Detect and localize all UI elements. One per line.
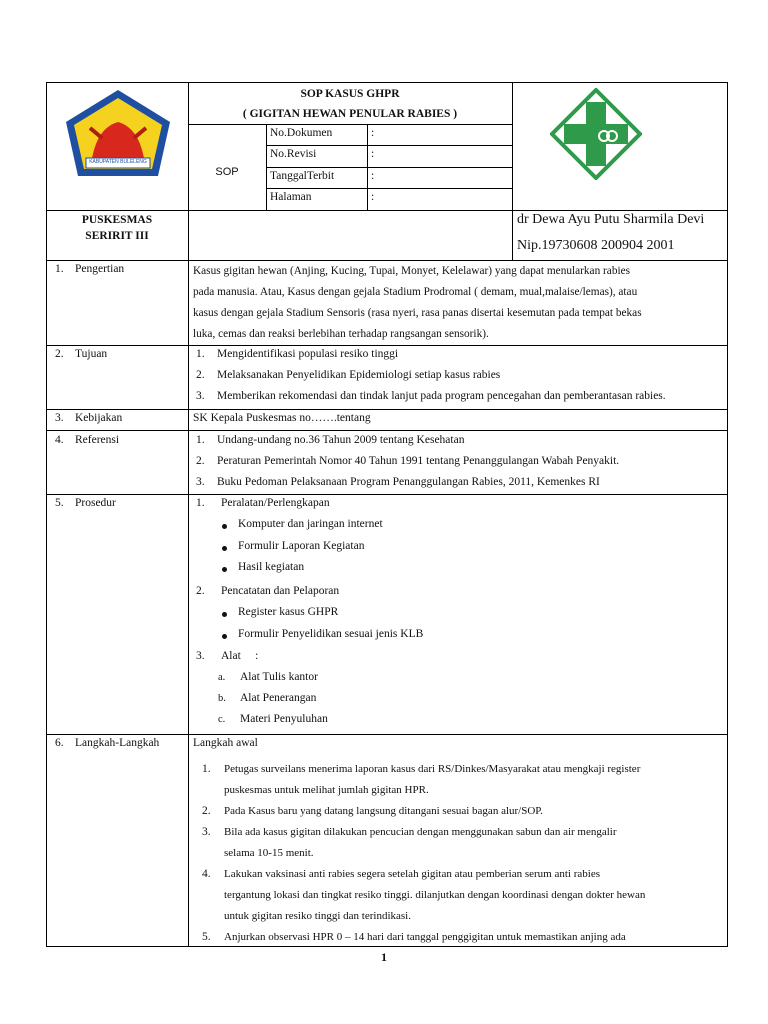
group-title: Peralatan/Perlengkapan <box>221 497 330 509</box>
page-number: 1 <box>381 950 387 964</box>
group-title: Alat : <box>221 650 259 662</box>
step-line: Bila ada kasus gigitan dilakukan pencucian dengan menggunakan sabun dan air mengalir <box>224 826 617 838</box>
section-number: 6. <box>55 737 64 749</box>
pengertian-text <box>193 261 723 345</box>
step-line: puskesmas untuk melihat jumlah gigitan HPR. <box>224 784 429 796</box>
list-item: Peraturan Pemerintah Nomor 40 Tahun 1991 tentang Penanggulangan Wabah Penyakit. <box>217 455 620 467</box>
title-line-2: ( GIGITAN HEWAN PENULAR RABIES ) <box>242 108 458 120</box>
bullet-item: Formulir Penyelidikan sesuai jenis KLB <box>238 628 424 640</box>
paragraph-line: luka, cemas dan reaksi berlebihan terhadap rangsangan sensorik). <box>193 328 489 340</box>
section-title-referensi: Referensi <box>75 434 120 446</box>
sub-item: Alat Tulis kantor <box>240 671 318 683</box>
list-number: c. <box>218 714 226 725</box>
section-number: 2. <box>55 348 64 360</box>
paragraph-line: Kasus gigitan hewan (Anjing, Kucing, Tupai, Monyet, Kelelawar) yang dapat menularkan rabies <box>193 265 631 277</box>
list-item: Undang-undang no.36 Tahun 2009 tentang Kesehatan <box>217 434 465 446</box>
title-line-1: SOP KASUS GHPR <box>300 88 400 100</box>
paragraph-line: pada manusia. Atau, Kasus dengan gejala Stadium Prodromal ( demam, mual,malaise/lemas), atau <box>193 286 638 298</box>
list-number: 3. <box>196 650 205 662</box>
sub-item: Materi Penyuluhan <box>240 713 328 725</box>
field-no-dokumen-label: No.Dokumen <box>270 127 333 139</box>
bullet-icon <box>222 612 227 617</box>
list-number: 5. <box>202 931 211 943</box>
step-line: Pada Kasus baru yang datang langsung ditangani sesuai bagan alur/SOP. <box>224 805 543 817</box>
list-number: 4. <box>202 868 211 880</box>
institution-name <box>46 212 188 244</box>
signer-name: dr Dewa Ayu Putu Sharmila Devi <box>517 212 705 227</box>
langkah-intro: Langkah awal <box>193 737 258 749</box>
step-line: selama 10-15 menit. <box>224 847 314 859</box>
section-title-pengertian: Pengertian <box>75 263 125 275</box>
regency-logo <box>62 88 174 182</box>
field-no-revisi-colon: : <box>371 148 375 160</box>
institution-line-1: PUSKESMAS <box>81 214 153 226</box>
section-number: 4. <box>55 434 64 446</box>
section-title-langkah: Langkah-Langkah <box>75 737 160 749</box>
field-no-revisi-label: No.Revisi <box>270 148 317 160</box>
list-number: 1. <box>196 348 205 360</box>
step-line: tergantung lokasi dan tingkat resiko tinggi. dilanjutkan dengan koordinasi dengan dokter hewan <box>224 889 646 901</box>
list-item: Buku Pedoman Pelaksanaan Program Penanggulangan Rabies, 2011, Kemenkes RI <box>217 476 600 488</box>
list-number: a. <box>218 672 226 683</box>
bullet-icon <box>222 546 227 551</box>
field-halaman-label: Halaman <box>270 191 312 203</box>
section-number: 3. <box>55 412 64 424</box>
field-no-dokumen-colon: : <box>371 127 375 139</box>
list-number: b. <box>218 693 226 704</box>
kebijakan-text: SK Kepala Puskesmas no…….tentang <box>193 412 371 424</box>
list-number: 2. <box>196 369 205 381</box>
section-title-tujuan: Tujuan <box>75 348 108 360</box>
list-number: 2. <box>196 455 205 467</box>
list-item: Memberikan rekomendasi dan tindak lanjut pada program pencegahan dan pemberantasan rabies. <box>217 390 666 402</box>
signer-nip: Nip.19730608 200904 2001 <box>517 238 675 253</box>
list-number: 3. <box>196 390 205 402</box>
list-number: 1. <box>202 763 211 775</box>
logo-ribbon-text: KABUPATEN BULELENG <box>89 159 147 165</box>
list-item: Mengidentifikasi populasi resiko tinggi <box>217 348 399 360</box>
section-title-prosedur: Prosedur <box>75 497 116 509</box>
list-item: Melaksanakan Penyelidikan Epidemiologi setiap kasus rabies <box>217 369 501 381</box>
bullet-item: Formulir Laporan Kegiatan <box>238 540 365 552</box>
section-number: 1. <box>55 263 64 275</box>
bullet-icon <box>222 634 227 639</box>
institution-line-2: SERIRIT III <box>85 230 149 242</box>
bullet-icon <box>222 567 227 572</box>
step-line: Anjurkan observasi HPR 0 – 14 hari dari tanggal penggigitan untuk memastikan anjing ada <box>224 931 626 943</box>
list-number: 3. <box>202 826 211 838</box>
section-number: 5. <box>55 497 64 509</box>
bullet-item: Hasil kegiatan <box>238 561 305 573</box>
group-title: Pencatatan dan Pelaporan <box>221 585 340 597</box>
step-line: Lakukan vaksinasi anti rabies segera setelah gigitan atau pemberian serum anti rabies <box>224 868 600 880</box>
list-number: 2. <box>196 585 205 597</box>
bullet-icon <box>222 524 227 529</box>
step-line: Petugas surveilans menerima laporan kasus dari RS/Dinkes/Masyarakat atau mengkaji register <box>224 763 641 775</box>
field-tanggal-terbit-label: TanggalTerbit <box>270 170 335 182</box>
paragraph-line: kasus dengan gejala Stadium Sensoris (rasa nyeri, rasa panas disertai kesemutan pada tempat bekas <box>193 307 642 319</box>
document-title <box>188 84 512 124</box>
bullet-item: Komputer dan jaringan internet <box>238 518 383 530</box>
list-number: 1. <box>196 434 205 446</box>
section-title-kebijakan: Kebijakan <box>75 412 123 424</box>
list-number: 3. <box>196 476 205 488</box>
sub-item: Alat Penerangan <box>240 692 317 704</box>
puskesmas-logo <box>550 88 642 180</box>
list-number: 2. <box>202 805 211 817</box>
sop-label: SOP <box>215 166 239 178</box>
list-number: 1. <box>196 497 205 509</box>
field-halaman-colon: : <box>371 191 375 203</box>
step-line: untuk gigitan resiko tinggi dan terindikasi. <box>224 910 411 922</box>
field-tanggal-terbit-colon: : <box>371 170 375 182</box>
bullet-item: Register kasus GHPR <box>238 606 339 618</box>
